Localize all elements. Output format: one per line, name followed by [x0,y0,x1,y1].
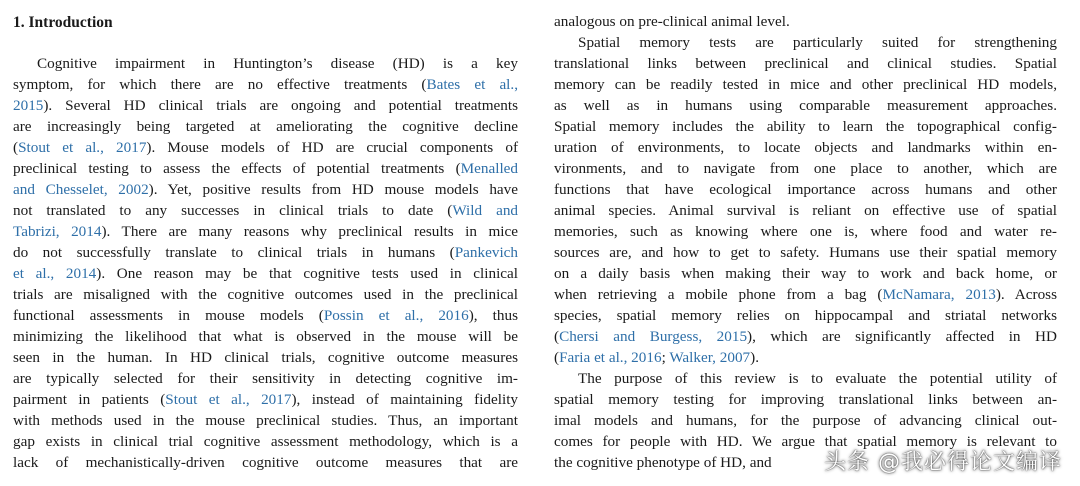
body-text: sources are, and how to get to safety. Humans use their spatial memory [554,244,1057,261]
citation-link[interactable]: Wild and [452,202,519,219]
text-line [554,74,1057,95]
text-line [554,263,1057,284]
body-text: Cognitive impairment in Huntington’s disease (HD) is a key [37,55,518,72]
text-line [554,158,1057,179]
body-text: animal species. Animal survival is reliant on effective use of spatial [554,202,1057,219]
body-text: symptom, for which there are no effective treatments ( [13,76,427,93]
text-line [578,368,1057,389]
body-text: lack of mechanistically-driven cognitive outcome measures that are [13,454,518,471]
body-text: vironments, and to navigate from one place to another, which are [554,160,1057,177]
body-text: gap exists in clinical trial cognitive assessment methodology, which is a [13,433,518,450]
text-line [13,95,518,116]
body-text: pairment in patients ( [13,391,166,408]
body-text: memories, such as knowing where one is, where food and water re- [554,223,1057,240]
text-line [554,242,1057,263]
text-line [13,116,518,137]
body-text: imal models and humans, for the purpose of advancing clinical out- [554,412,1057,429]
body-text: when retrieving a mobile phone from a bag ( [554,286,883,303]
citation-link[interactable]: Chersi and Burgess, 2015 [559,328,748,345]
text-line [13,368,518,389]
body-text: ). There are many reasons why preclinical results in mice [101,223,518,240]
text-line [13,305,518,326]
body-text: ( [13,139,19,156]
text-line [554,305,1057,326]
text-line [13,242,518,263]
text-line [554,389,1057,410]
text-line [554,179,1057,200]
text-line [578,32,1057,53]
text-line [554,221,1057,242]
body-text: analogous on pre-clinical animal level. [554,13,790,30]
section-heading: 1. Introduction [13,14,113,31]
text-line [13,431,518,452]
text-line [554,200,1057,221]
body-text: ), thus [468,307,518,324]
citation-link[interactable]: Menalled [460,160,518,177]
text-line [13,326,518,347]
body-text: functional assessments in mouse models ( [13,307,324,324]
citation-link[interactable]: Pankevich [454,244,518,261]
body-text: functions that have ecological importance across humans and other [554,181,1057,198]
body-text: with methods used in the mouse preclinical studies. Thus, an important [13,412,518,429]
body-text: are typically selected for their sensitivity in detecting cognitive im- [13,370,518,387]
body-text: ). Across [995,286,1057,303]
body-text: species, spatial memory relies on hippocampal and striatal networks [554,307,1057,324]
text-line [554,95,1057,116]
text-line [554,347,1057,368]
body-text: The purpose of this review is to evaluate the potential utility of [578,370,1057,387]
body-text: not translated to any successes in clinical trials to date ( [13,202,453,219]
body-text: ). Yet, positive results from HD mouse models have [148,181,518,198]
citation-link[interactable]: McNamara, 2013 [882,286,996,303]
body-text: minimizing the likelihood that what is observed in the mouse will be [13,328,518,345]
text-line [37,53,518,74]
text-line [554,284,1057,305]
citation-link[interactable]: Bates et al., [426,76,518,93]
text-line [13,158,518,179]
text-line [13,347,518,368]
text-line [13,221,518,242]
citation-link[interactable]: Stout et al., 2017 [18,139,147,156]
body-text: as well as in humans using comparable measurement approaches. [554,97,1057,114]
citation-link[interactable]: Tabrizi, 2014 [13,223,102,240]
body-text: ). One reason may be that cognitive tests used in clinical [96,265,519,282]
body-text: Spatial memory includes the ability to learn the topographical config- [554,118,1057,135]
body-text: comes for people with HD. We argue that spatial memory is relevant to [554,433,1057,450]
body-text: ). [750,349,760,366]
body-text: on a daily basis when making their way to work and back home, or [554,265,1057,282]
text-line [13,179,518,200]
text-line [13,137,518,158]
citation-link[interactable]: Faria et al., 2016 [559,349,662,366]
citation-link[interactable]: et al., 2014 [13,265,97,282]
body-text: ). Mouse models of HD are crucial components of [146,139,518,156]
body-text: spatial memory testing for improving translational links between an- [554,391,1057,408]
body-text: ). Several HD clinical trials are ongoing and potential treatments [43,97,518,114]
body-text: preclinical testing to assess the effects of potential treatments ( [13,160,461,177]
citation-link[interactable]: Walker, 2007 [669,349,751,366]
body-text: do not successfully translate to clinical trials in humans ( [13,244,455,261]
citation-link[interactable]: 2015 [13,97,44,114]
citation-link[interactable]: Stout et al., 2017 [165,391,292,408]
body-text: Spatial memory tests are particularly suited for strengthening [578,34,1057,51]
body-text: are increasingly being targeted at ameliorating the cognitive decline [13,118,518,135]
text-line [554,326,1057,347]
body-text: translational links between preclinical and clinical studies. Spatial [554,55,1057,72]
citation-link[interactable]: and Chesselet, 2002 [13,181,149,198]
body-text: ( [554,328,560,345]
citation-link[interactable]: Possin et al., 2016 [323,307,469,324]
text-line [13,200,518,221]
text-line [554,116,1057,137]
body-text: memory can be readily tested in mice and other preclinical HD models, [554,76,1057,93]
watermark: 头条 @我必得论文编译 [824,450,1062,475]
text-line [554,11,1057,32]
body-text: seen in the human. In HD clinical trials, cognitive outcome measures [13,349,518,366]
body-text: ; [661,349,670,366]
body-text: ( [554,349,560,366]
body-text: trials are misaligned with the cognitive outcomes used in the preclinical [13,286,518,303]
text-line [554,137,1057,158]
text-line [13,74,518,95]
body-text: ), instead of maintaining fidelity [291,391,519,408]
text-line [13,452,518,473]
text-line [13,410,518,431]
text-line [13,389,518,410]
body-text: uration of environments, to locate objects and landmarks within en- [554,139,1057,156]
text-line [554,410,1057,431]
text-line [13,263,518,284]
body-text: ), which are significantly affected in HD [747,328,1057,345]
body-text: the cognitive phenotype of HD, and [554,454,772,471]
text-line [13,284,518,305]
text-line [554,53,1057,74]
